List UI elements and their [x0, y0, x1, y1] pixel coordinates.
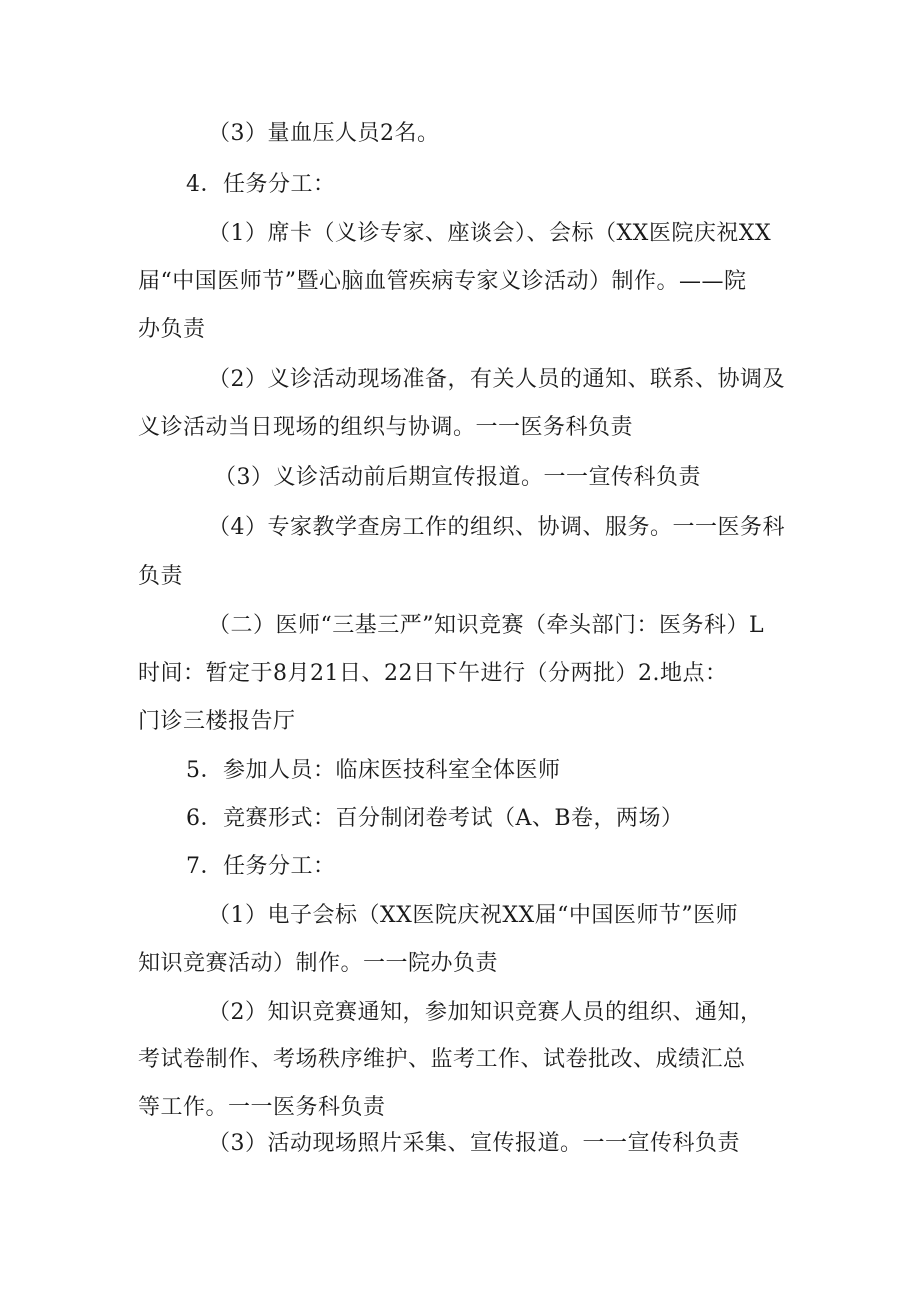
text-line: （3）义诊活动前后期宣传报道。一一宣传科负责: [214, 465, 701, 490]
text-line: 6．竞赛形式：百分制闭卷考试（A、B卷，两场）: [186, 806, 684, 831]
text-line: 届“中国医师节”暨心脑血管疾病专家义诊活动）制作。——院: [138, 269, 747, 294]
text-line: 5．参加人员：临床医技科室全体医师: [186, 758, 561, 783]
text-line: 办负责: [138, 317, 206, 342]
text-line: 门诊三楼报告厅: [138, 709, 296, 734]
text-line: （2）义诊活动现场准备，有关人员的通知、联系、协调及: [208, 367, 785, 392]
text-line: 负责: [138, 564, 184, 589]
text-line: 知识竞赛活动）制作。一一院办负责: [138, 951, 499, 976]
text-line: （2）知识竞赛通知，参加知识竞赛人员的组织、通知，: [208, 1000, 763, 1025]
text-line: 4．任务分工：: [186, 172, 336, 197]
text-line: （4）专家教学查房工作的组织、协调、服务。一一医务科: [208, 515, 785, 540]
text-line: （二）医师“三基三严”知识竞赛（牵头部门：医务科）L: [208, 613, 765, 638]
text-line: 义诊活动当日现场的组织与协调。一一医务科负责: [138, 415, 634, 440]
text-line: 时间：暂定于8月21日、22日下午进行（分两批）2.地点：: [138, 661, 728, 686]
text-line: 考试卷制作、考场秩序维护、监考工作、试卷批改、成绩汇总: [138, 1047, 746, 1072]
text-line: （3）量血压人员2名。: [208, 121, 440, 146]
text-line: （1）电子会标（XX医院庆祝XX届“中国医师节”医师: [208, 903, 739, 928]
text-line: 等工作。一一医务科负责: [138, 1095, 386, 1120]
text-line: 7．任务分工：: [186, 854, 336, 879]
text-line: （1）席卡（义诊专家、座谈会）、会标（XX医院庆祝XX: [208, 221, 772, 246]
text-line: （3）活动现场照片采集、宣传报道。一一宣传科负责: [208, 1131, 740, 1156]
